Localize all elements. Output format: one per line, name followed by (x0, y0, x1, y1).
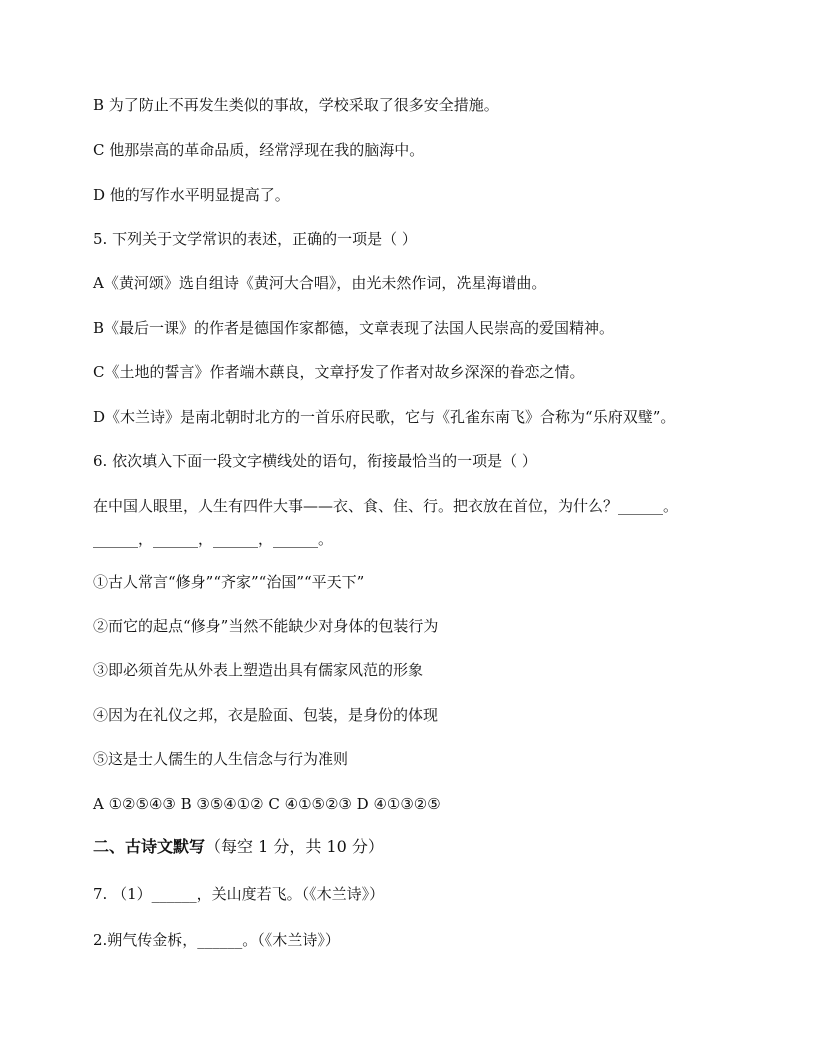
section-score-note: （每空 1 分，共 10 分） (205, 837, 384, 856)
question-7-part-2: 2.朔气传金柝，______。（《木兰诗》） (93, 931, 340, 949)
option-c-q5: C《土地的誓言》作者端木蕻良，文章抒发了作者对故乡深深的眷恋之情。 (93, 363, 585, 381)
q6-sentence-4: ④因为在礼仪之邦，衣是脸面、包装，是身份的体现 (93, 706, 439, 724)
option-d-q5: D《木兰诗》是南北朝时北方的一首乐府民歌，它与《孔雀东南飞》合称为“乐府双璧”。 (93, 408, 676, 426)
option-a-q5: A《黄河颂》选自组诗《黄河大合唱》，由光未然作词，冼星海谱曲。 (93, 274, 547, 292)
q6-options: A ①②⑤④③ B ③⑤④①② C ④①⑤②③ D ④①③②⑤ (93, 795, 441, 813)
q6-sentence-2: ②而它的起点“修身”当然不能缺少对身体的包装行为 (93, 617, 439, 635)
question-6: 6. 依次填入下面一段文字横线处的语句，衔接最恰当的一项是（ ） (93, 452, 537, 470)
option-b-q5: B《最后一课》的作者是德国作家都德，文章表现了法国人民崇高的爱国精神。 (93, 319, 615, 337)
q6-blanks: ______，______，______，______。 (93, 530, 334, 548)
section-heading (93, 837, 384, 857)
question-7-part-1: 7. （1）______，关山度若飞。（《木兰诗》） (93, 885, 385, 903)
option-b-q4: B 为了防止不再发生类似的事故，学校采取了很多安全措施。 (93, 96, 499, 114)
q6-sentence-5: ⑤这是士人儒生的人生信念与行为准则 (93, 750, 349, 768)
option-d-q4: D 他的写作水平明显提高了。 (93, 186, 290, 204)
q6-passage: 在中国人眼里，人生有四件大事——衣、食、住、行。把衣放在首位，为什么？______。 (93, 497, 679, 515)
q6-sentence-3: ③即必须首先从外表上塑造出具有儒家风范的形象 (93, 661, 424, 679)
question-5: 5. 下列关于文学常识的表述，正确的一项是（ ） (93, 230, 417, 248)
option-c-q4: C 他那崇高的革命品质，经常浮现在我的脑海中。 (93, 141, 425, 159)
section-title: 二、古诗文默写 (93, 837, 206, 856)
q6-sentence-1: ①古人常言“修身”“齐家”“治国”“平天下” (93, 573, 365, 591)
